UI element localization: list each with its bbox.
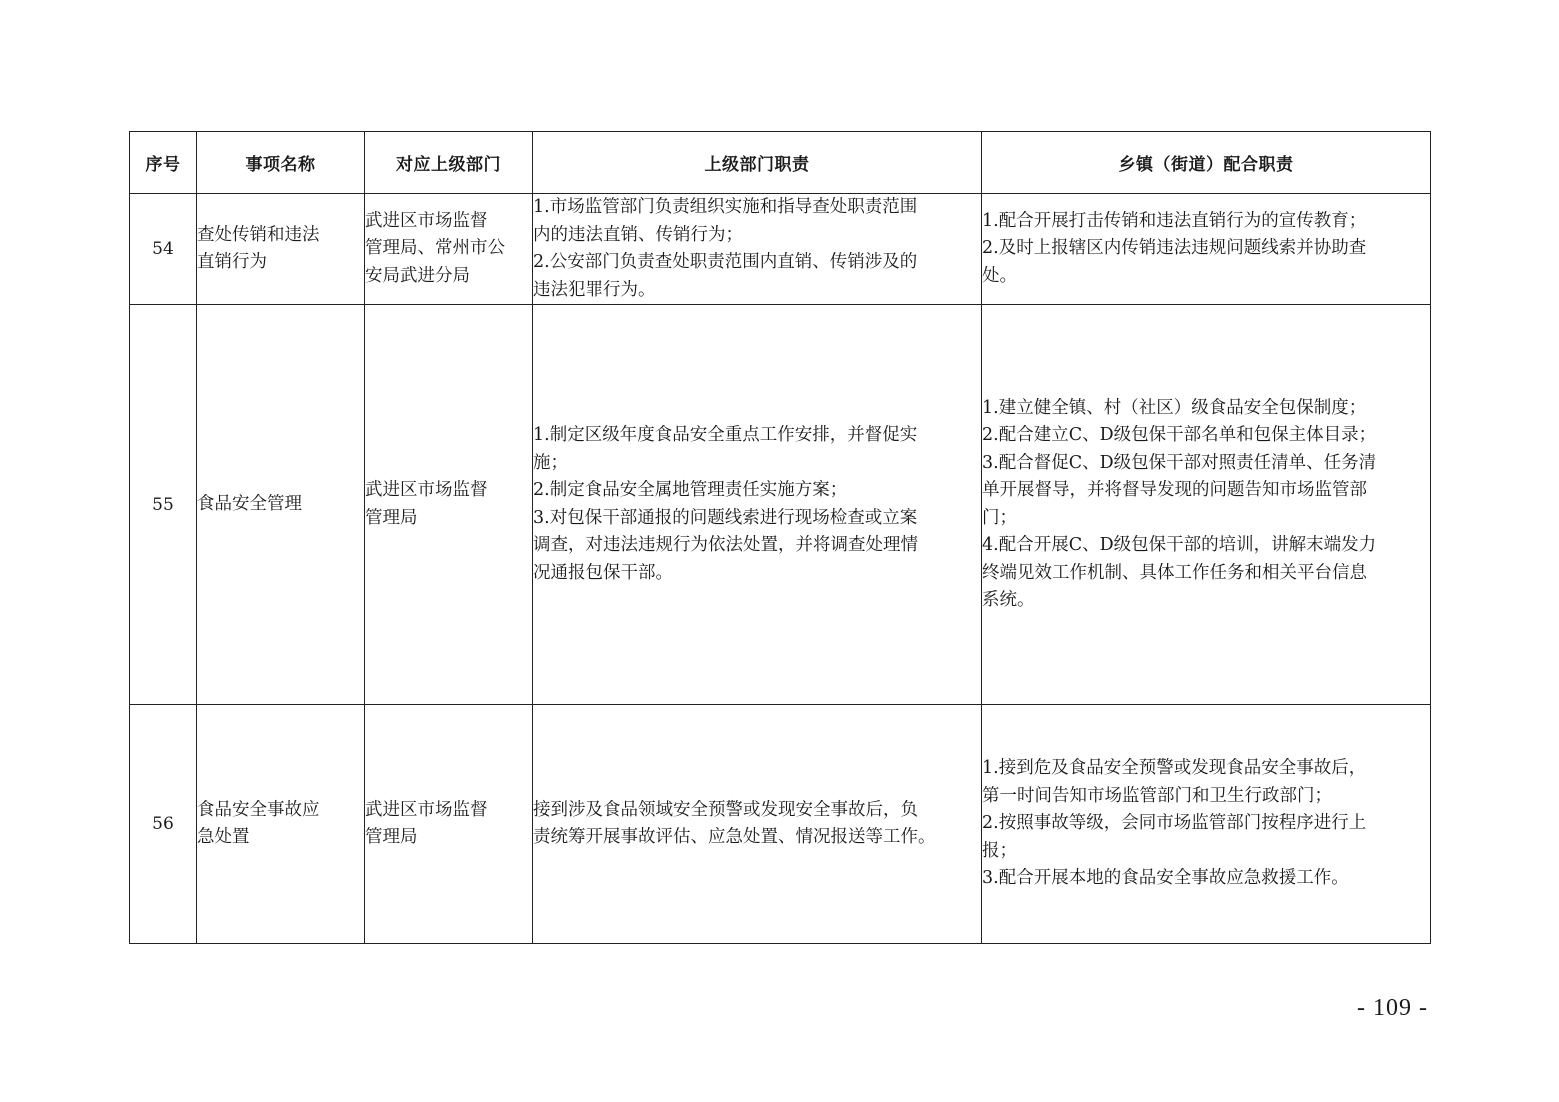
page-number: - 109 - xyxy=(1357,995,1428,1021)
upper-duty-line: 1.制定区级年度食品安全重点工作安排，并督促实 xyxy=(533,425,918,445)
table-row xyxy=(130,705,1431,944)
town-duty-line: 1.接到危及食品安全预警或发现食品安全事故后， xyxy=(982,758,1367,779)
town-duty-line: 1.配合开展打击传销和违法直销行为的宣传教育； xyxy=(982,210,1367,231)
town-duty-line: 2.及时上报辖区内传销违法违规问题线索并协助查 xyxy=(982,238,1367,259)
header-town-duty: 乡镇（街道）配合职责 xyxy=(982,132,1431,194)
town-duty-line: 终端见效工作机制、具体工作任务和相关平台信息 xyxy=(982,562,1367,583)
upper-duty-line: 内的违法直销、传销行为； xyxy=(533,224,743,245)
item-name-line: 查处传销和违法 xyxy=(197,224,320,245)
item-name-cell xyxy=(197,705,365,944)
table-row xyxy=(130,305,1431,705)
town-duty-line: 系统。 xyxy=(982,590,1035,610)
upper-duty-line: 调查，对违法违规行为依法处置，并将调查处理情 xyxy=(533,535,918,555)
header-item-name: 事项名称 xyxy=(197,132,365,194)
town-duty-line: 3.配合开展本地的食品安全事故应急救援工作。 xyxy=(982,868,1349,889)
item-name-line: 直销行为 xyxy=(197,252,267,272)
upper-duty-line: 接到涉及食品领域安全预警或发现安全事故后，负 xyxy=(533,799,918,820)
upper-dept-line: 管理局 xyxy=(365,827,418,847)
upper-duty-cell xyxy=(533,305,982,705)
table-row xyxy=(130,194,1431,305)
upper-dept-cell xyxy=(365,305,533,705)
upper-dept-line: 武进区市场监督 xyxy=(365,799,488,820)
upper-duty-line: 施； xyxy=(533,452,568,473)
upper-duty-line: 2.制定食品安全属地管理责任实施方案； xyxy=(533,480,848,500)
header-no: 序号 xyxy=(130,132,197,194)
upper-dept-cell xyxy=(365,705,533,944)
row-number: 54 xyxy=(130,194,197,305)
row-number: 55 xyxy=(130,305,197,705)
upper-dept-line: 管理局 xyxy=(365,507,418,528)
town-duty-line: 1.建立健全镇、村（社区）级食品安全包保制度； xyxy=(982,397,1367,418)
item-name-cell xyxy=(197,305,365,705)
upper-dept-cell xyxy=(365,194,533,305)
item-name-cell xyxy=(197,194,365,305)
town-duty-line: 单开展督导，并将督导发现的问题告知市场监管部 xyxy=(982,480,1367,500)
upper-duty-cell xyxy=(533,194,982,305)
upper-dept-line: 管理局、常州市公 xyxy=(365,238,505,259)
upper-duty-line: 1.市场监管部门负责组织实施和指导查处职责范围 xyxy=(533,197,918,217)
upper-duty-line: 2.公安部门负责查处职责范围内直销、传销涉及的 xyxy=(533,252,918,272)
upper-dept-line: 安局武进分局 xyxy=(365,265,470,286)
header-upper-dept: 对应上级部门 xyxy=(365,132,533,194)
duty-table xyxy=(129,131,1431,944)
town-duty-line: 4.配合开展C、D级包保干部的培训，讲解末端发力 xyxy=(982,535,1377,555)
town-duty-line: 2.按照事故等级，会同市场监管部门按程序进行上 xyxy=(982,813,1367,834)
town-duty-cell xyxy=(982,705,1431,944)
upper-dept-line: 武进区市场监督 xyxy=(365,480,488,500)
upper-duty-line: 况通报包保干部。 xyxy=(533,562,673,583)
item-name-line: 食品安全管理 xyxy=(197,493,302,514)
town-duty-cell xyxy=(982,194,1431,305)
header-row xyxy=(130,132,1431,194)
row-number: 56 xyxy=(130,705,197,944)
town-duty-line: 处。 xyxy=(982,265,1017,286)
header-upper-duty: 上级部门职责 xyxy=(533,132,982,194)
upper-dept-line: 武进区市场监督 xyxy=(365,210,488,231)
town-duty-cell xyxy=(982,305,1431,705)
town-duty-line: 报； xyxy=(982,840,1017,861)
town-duty-line: 3.配合督促C、D级包保干部对照责任清单、任务清 xyxy=(982,452,1377,473)
town-duty-line: 第一时间告知市场监管部门和卫生行政部门； xyxy=(982,785,1332,806)
upper-duty-cell xyxy=(533,705,982,944)
upper-duty-line: 违法犯罪行为。 xyxy=(533,279,656,300)
upper-duty-line: 责统筹开展事故评估、应急处置、情况报送等工作。 xyxy=(533,827,936,847)
town-duty-line: 2.配合建立C、D级包保干部名单和包保主体目录； xyxy=(982,425,1377,445)
item-name-line: 食品安全事故应 xyxy=(197,799,320,820)
upper-duty-line: 3.对包保干部通报的问题线索进行现场检查或立案 xyxy=(533,507,918,528)
item-name-line: 急处置 xyxy=(197,827,250,847)
town-duty-line: 门； xyxy=(982,507,1017,528)
